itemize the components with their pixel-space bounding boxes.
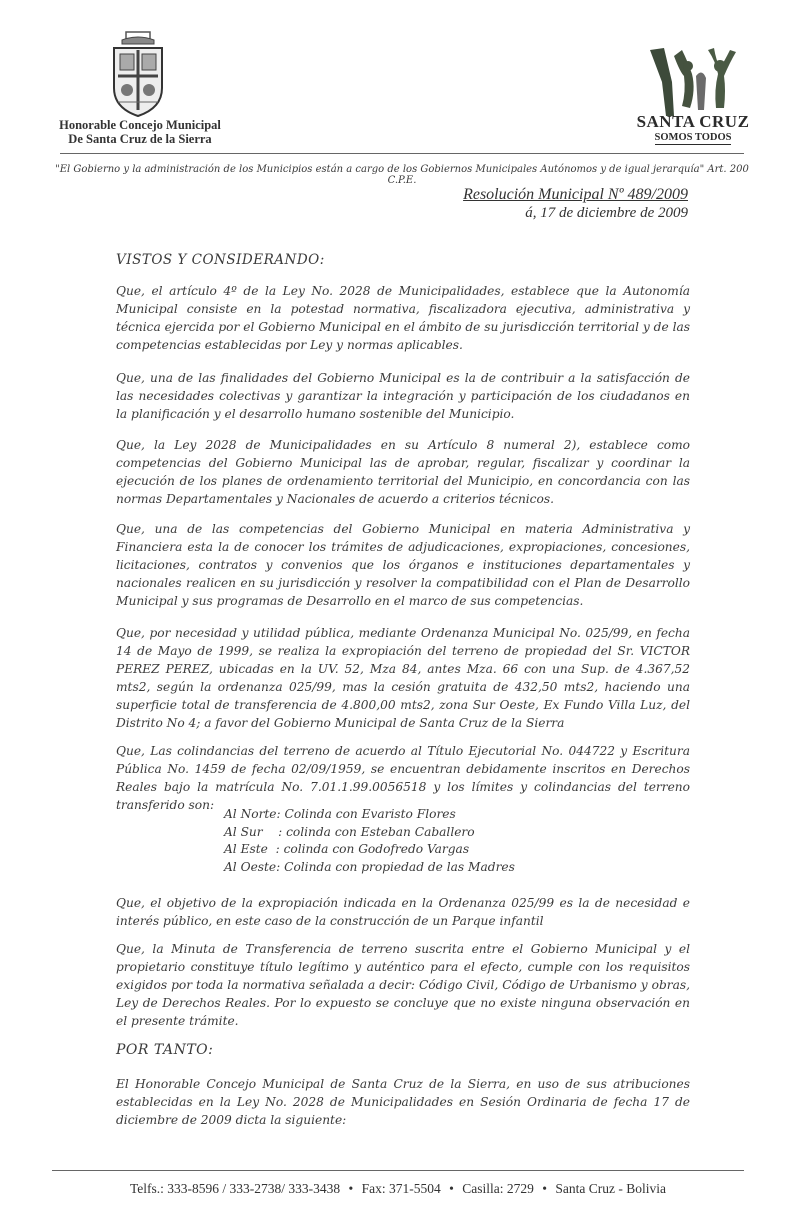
- footer-casilla: Casilla: 2729: [462, 1181, 534, 1196]
- footer-location: Santa Cruz - Bolivia: [555, 1181, 666, 1196]
- footer-separator: •: [449, 1181, 454, 1196]
- paragraph-5: Que, por necesidad y utilidad pública, mediante Ordenanza Municipal No. 025/99, en fecha 14 de Mayo de 1999, se realiza la expropiación del terreno de propiedad del Sr. VICTOR PEREZ PEREZ, ubicadas en la UV. 52, Mza 84, antes Mza. 66 con una Sup. de 4.367,52 mts2, según la ordenanza 025/99, mas la cesión gratuita de 432,50 mts2, haciendo una superficie total de transferencia de 4.800,00 mts2, zona Sur Oeste, Ex Fundo Villa Luz, del Distrito No 4; a favor del Gobierno Municipal de Santa Cruz de la Sierra: [116, 626, 690, 730]
- logo-subtitle: [630, 132, 756, 143]
- boundary-north: Al Norte: Colinda con Evaristo Flores: [224, 807, 456, 821]
- paragraph-3: Que, la Ley 2028 de Municipalidades en su Artículo 8 numeral 2), establece como competencias del Gobierno Municipal las de aprobar, regular, fiscalizar y coordinar la ejecución de los planes de ordenamiento territorial del Municipio, en concordancia con las normas Departamentales y Nacionales de acuerdo a criterios técnicos.: [116, 438, 690, 506]
- boundaries-list: [224, 806, 624, 876]
- footer-separator: •: [348, 1181, 354, 1196]
- santa-cruz-logo-icon: [644, 46, 742, 116]
- heading-vistos: VISTOS Y CONSIDERANDO:: [116, 252, 325, 268]
- constitution-quote: "El Gobierno y la administración de los Municipios están a cargo de los Gobiernos Municipales Autónomos y de igual jerarquía" Art. 200 C.P.E.: [55, 164, 749, 186]
- paragraph-4: Que, una de las competencias del Gobierno Municipal en materia Administrativa y Financiera esta la de conocer los trámites de adjudicaciones, expropiaciones, concesiones, licitaciones, contratos y convenios que los órganos e instituciones departamentales y nacionales realicen en su jurisdicción y resolver la compatibilidad con el Plan de Desarrollo Municipal y sus programas de Desarrollo en el marco de sus competencias.: [116, 522, 690, 608]
- closing-paragraph: El Honorable Concejo Municipal de Santa Cruz de la Sierra, en uso de sus atribuciones establecidas en la Ley No. 2028 de Municipalidades en Sesión Ordinaria de fecha 17 de diciembre de 2009 dicta la siguiente:: [116, 1077, 690, 1127]
- boundary-south: Al Sur : colinda con Esteban Caballero: [224, 824, 475, 839]
- paragraph-1: Que, el artículo 4º de la Ley No. 2028 de Municipalidades, establece que la Autonomía Municipal consiste en la potestad normativa, fiscalizadora ejecutiva, administrativa y técnica ejercida por el Gobierno Municipal en el ámbito de su jurisdicción territorial y de las competencias establecidas por Ley y normas aplicables.: [116, 284, 690, 352]
- footer-contact: [52, 1181, 744, 1197]
- footer-fax: Fax: 371-5504: [361, 1181, 441, 1196]
- boundary-west: Al Oeste: Colinda con propiedad de las Madres: [224, 859, 515, 874]
- paragraph-8: Que, la Minuta de Transferencia de terreno suscrita entre el Gobierno Municipal y el propietario constituye título legítimo y auténtico para el efecto, cumple con los requisitos exigidos por toda la normativa señalada a decir: Código Civil, Código de Urbanismo y obras, Ley de Derechos Reales. Por lo expuesto se concluye que no existe ninguna observación en el presente trámite.: [116, 942, 690, 1028]
- footer-phones: Telfs.: 333-8596 / 333-2738/ 333-3438: [130, 1181, 341, 1196]
- paragraph-2: Que, una de las finalidades del Gobierno Municipal es la de contribuir a la satisfacción de las necesidades colectivas y garantizar la integración y participación de los ciudadanos en la planificación y el desarrollo humano sostenible del Municipio.: [116, 371, 690, 421]
- footer-separator: •: [542, 1181, 547, 1196]
- logo-subtitle-text: SOMOS TODOS: [654, 132, 732, 143]
- organization-name: [40, 118, 240, 146]
- resolution-title: Resolución Municipal Nº 489/2009: [463, 186, 688, 203]
- paragraph-6: Que, Las colindancias del terreno de acuerdo al Título Ejecutorial No. 044722 y Escritura Pública No. 1459 de fecha 02/09/1959, se encuentran debidamente inscritos en Derechos Reales bajo la matrícula No. 7.01.1.99.0056518 y los límites y colindancias del terreno transferido son:: [116, 744, 690, 812]
- municipal-crest-icon: [108, 30, 168, 120]
- paragraph-7: Que, el objetivo de la expropiación indicada en la Ordenanza 025/99 es la de necesidad e interés público, en este caso de la construcción de un Parque infantil: [116, 896, 690, 928]
- footer-divider: [52, 1170, 744, 1171]
- header-divider: [60, 153, 744, 154]
- logo-title: SANTA CRUZ: [636, 112, 750, 131]
- org-name-line2: De Santa Cruz de la Sierra: [68, 132, 212, 146]
- boundary-east: Al Este : colinda con Godofredo Vargas: [224, 842, 470, 856]
- org-name-line1: Honorable Concejo Municipal: [59, 118, 221, 132]
- resolution-date: á, 17 de diciembre de 2009: [525, 205, 688, 221]
- heading-por-tanto: POR TANTO:: [116, 1042, 214, 1058]
